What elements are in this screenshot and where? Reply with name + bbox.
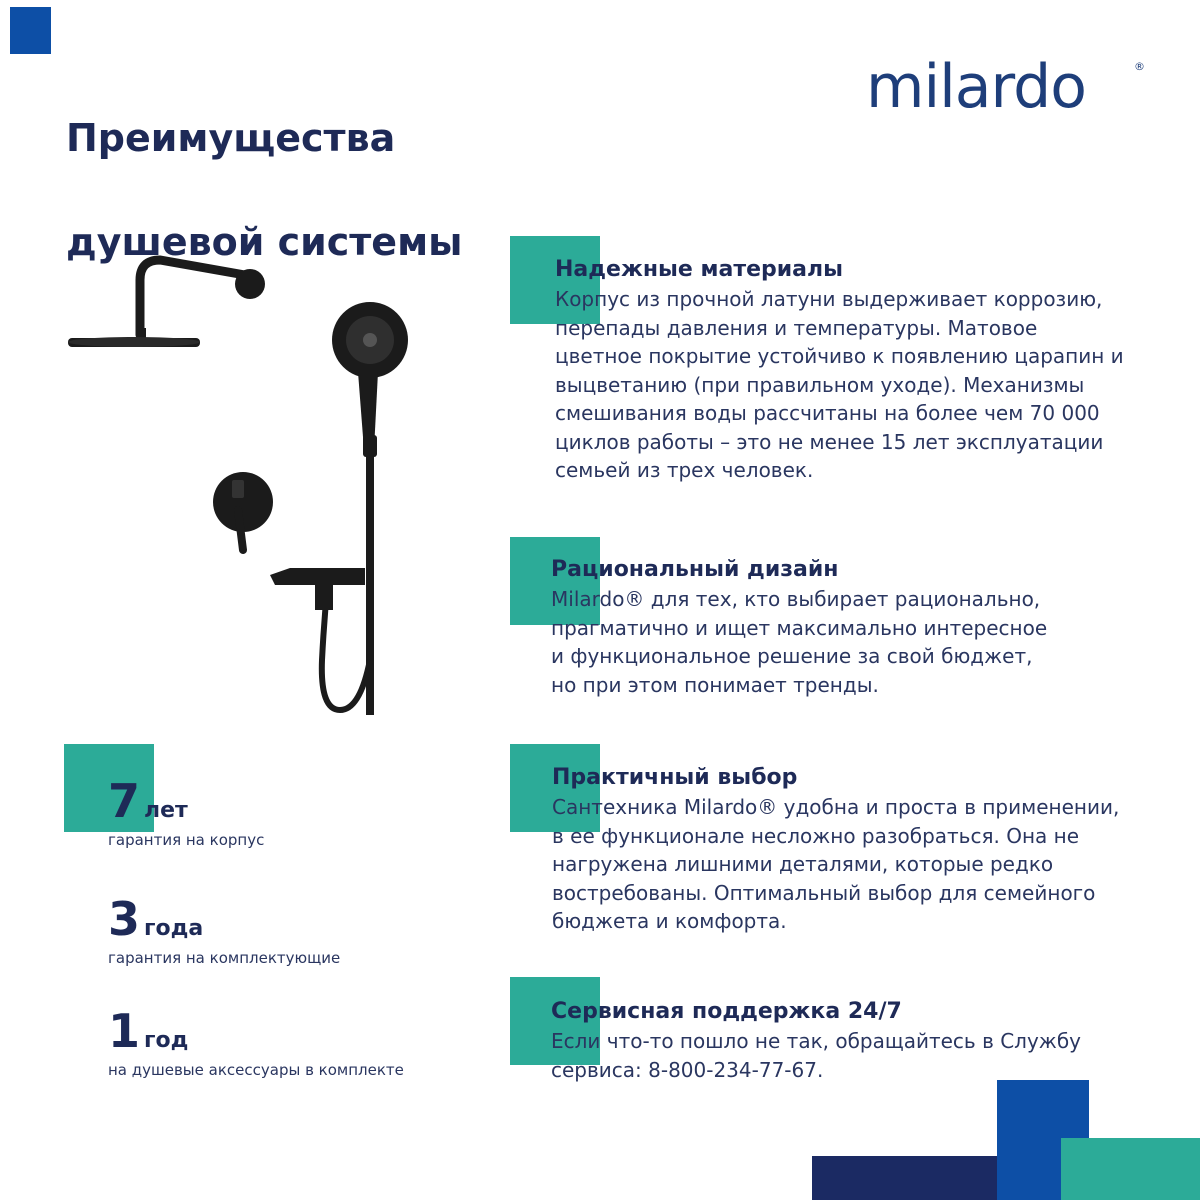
warranty-components xyxy=(108,893,340,967)
page-title-line1: Преимущества xyxy=(66,116,396,160)
warranty-number: 7 xyxy=(108,774,141,828)
feature-line: бюджета и комфорта. xyxy=(552,909,787,933)
decor-blue-square xyxy=(10,7,51,54)
feature-line: востребованы. Оптимальный выбор для семейного xyxy=(552,880,1096,905)
feature-text xyxy=(551,585,1151,699)
feature-title: Рациональный дизайн xyxy=(551,557,839,582)
feature-reliable-materials xyxy=(555,255,1155,485)
feature-line: циклов работы – это не менее 15 лет эксплуатации xyxy=(555,429,1104,454)
feature-line: но при этом понимает тренды. xyxy=(551,672,879,697)
feature-practical-choice xyxy=(552,763,1152,936)
logo-text: milardo xyxy=(866,52,1086,122)
brand-logo xyxy=(866,52,1146,132)
feature-text xyxy=(552,793,1152,936)
feature-line: цветное покрытие устойчиво к появлению царапин и xyxy=(555,344,1124,368)
feature-service-support xyxy=(551,997,1151,1084)
feature-line: Сантехника Milardo® удобна и проста в применении, xyxy=(552,795,1120,819)
feature-title: Надежные материалы xyxy=(555,257,844,282)
feature-text xyxy=(555,285,1155,485)
feature-line: Если что-то пошло не так, обращайтесь в Службу xyxy=(551,1029,1081,1053)
feature-rational-design xyxy=(551,555,1151,699)
warranty-unit: лет xyxy=(144,798,188,823)
logo-registered-mark: ® xyxy=(1134,60,1145,73)
warranty-unit: года xyxy=(144,916,204,941)
feature-line: и функциональное решение за свой бюджет, xyxy=(551,644,1033,668)
feature-title: Сервисная поддержка 24/7 xyxy=(551,999,902,1024)
warranty-caption: на душевые аксессуары в комплекте xyxy=(108,1061,404,1079)
warranty-body xyxy=(108,775,264,849)
feature-line: выцветанию (при правильном уходе). Механизмы xyxy=(555,372,1085,397)
feature-line: Milardo® для тех, кто выбирает рационально, xyxy=(551,587,1041,611)
shower-system-illustration xyxy=(60,240,480,720)
warranty-number: 3 xyxy=(108,892,141,946)
feature-line: сервиса: 8-800-234-77-67. xyxy=(551,1057,824,1082)
feature-line: смешивания воды рассчитаны на более чем 70 000 xyxy=(555,401,1100,425)
feature-line: Корпус из прочной латуни выдерживает коррозию, xyxy=(555,287,1103,311)
feature-title: Практичный выбор xyxy=(552,765,798,790)
warranty-caption: гарантия на корпус xyxy=(108,831,265,849)
feature-line: перепады давления и температуры. Матовое xyxy=(555,315,1038,340)
decor-teal-block xyxy=(1061,1138,1200,1200)
feature-line: в ее функционале несложно разобраться. Она не xyxy=(552,823,1080,848)
feature-line: прагматично и ищет максимально интересное xyxy=(551,615,1048,640)
warranty-caption: гарантия на комплектующие xyxy=(108,949,341,967)
warranty-unit: год xyxy=(144,1028,189,1053)
feature-line: нагружена лишними деталями, которые редко xyxy=(552,852,1054,876)
feature-line: семьей из трех человек. xyxy=(555,458,814,482)
feature-text xyxy=(551,1027,1151,1084)
warranty-accessories xyxy=(108,1005,404,1079)
warranty-number: 1 xyxy=(108,1004,141,1058)
page-title-line2: душевой системы xyxy=(66,220,463,264)
